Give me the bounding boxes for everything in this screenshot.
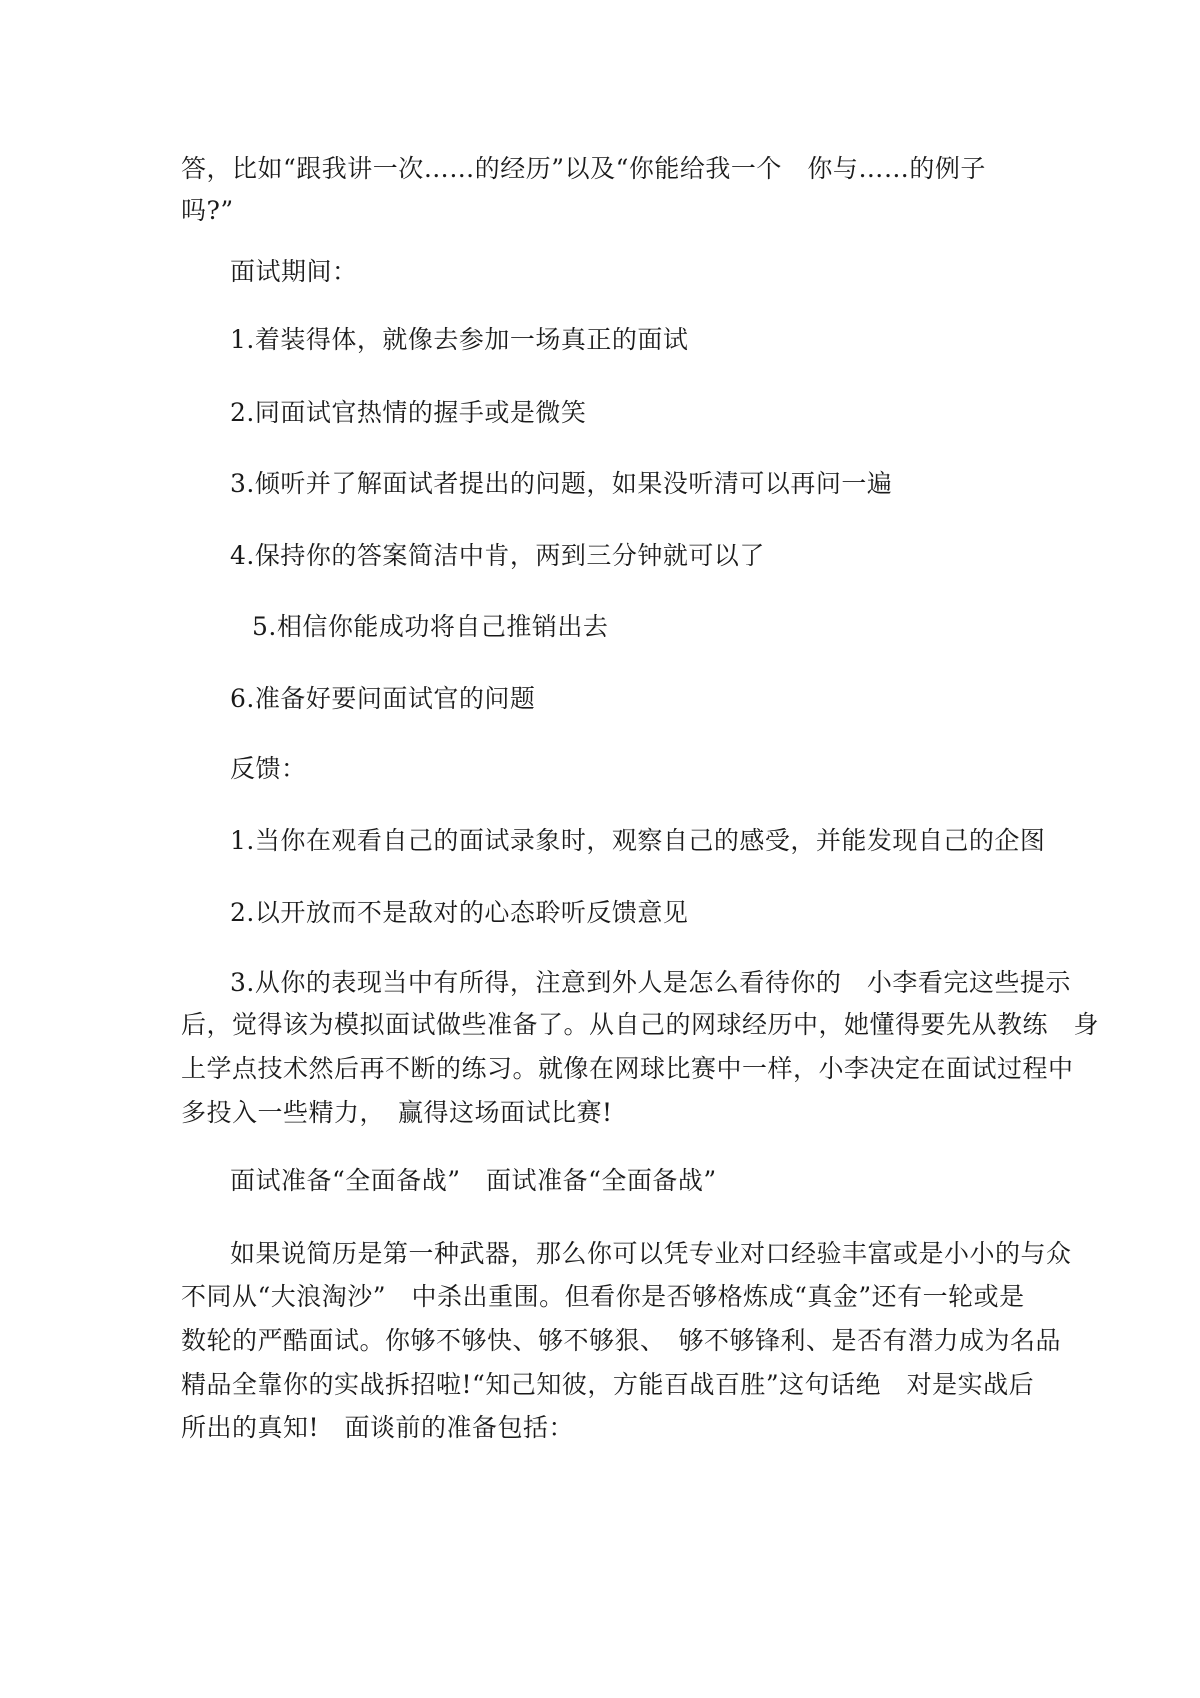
text-line: 不同从“大浪淘沙” 中杀出重围。但看你是否够格炼成“真金”还有一轮或是 [181, 1282, 1025, 1311]
list-item: 3.从你的表现当中有所得，注意到外人是怎么看待你的 小李看完这些提示 [230, 968, 1071, 997]
list-item: 6.准备好要问面试官的问题 [230, 684, 536, 713]
text-line: 上学点技术然后再不断的练习。就像在网球比赛中一样，小李决定在面试过程中 [181, 1054, 1074, 1083]
text-line: 多投入一些精力， 赢得这场面试比赛! [181, 1098, 613, 1127]
list-item: 1.着装得体，就像去参加一场真正的面试 [230, 325, 689, 354]
list-item: 2.以开放而不是敌对的心态聆听反馈意见 [230, 898, 689, 927]
text-line: 数轮的严酷面试。你够不够快、够不够狠、 够不够锋利、是否有潜力成为名品 [181, 1326, 1062, 1355]
list-item: 5.相信你能成功将自己推销出去 [252, 612, 609, 641]
list-item: 1.当你在观看自己的面试录象时，观察自己的感受，并能发现自己的企图 [230, 826, 1046, 855]
text-line: 所出的真知! 面谈前的准备包括： [181, 1413, 575, 1442]
list-item: 3.倾听并了解面试者提出的问题，如果没听清可以再问一遍 [230, 469, 893, 498]
list-item: 4.保持你的答案简洁中肯，两到三分钟就可以了 [230, 541, 765, 570]
text-line: 如果说简历是第一种武器，那么你可以凭专业对口经验丰富或是小小的与众 [230, 1239, 1072, 1268]
section-heading: 反馈： [230, 754, 307, 783]
text-line: 答，比如“跟我讲一次……的经历”以及“你能给我一个 你与……的例子 [181, 154, 986, 183]
list-item: 2.同面试官热情的握手或是微笑 [230, 398, 587, 427]
text-line: 吗?” [181, 196, 234, 225]
section-heading: 面试期间： [230, 257, 358, 286]
text-line: 精品全靠你的实战拆招啦!“知己知彼，方能百战百胜”这句话绝 对是实战后 [181, 1370, 1035, 1399]
section-heading: 面试准备“全面备战” 面试准备“全面备战” [230, 1166, 717, 1195]
text-line: 后，觉得该为模拟面试做些准备了。从自己的网球经历中，她懂得要先从教练 身 [181, 1010, 1100, 1039]
